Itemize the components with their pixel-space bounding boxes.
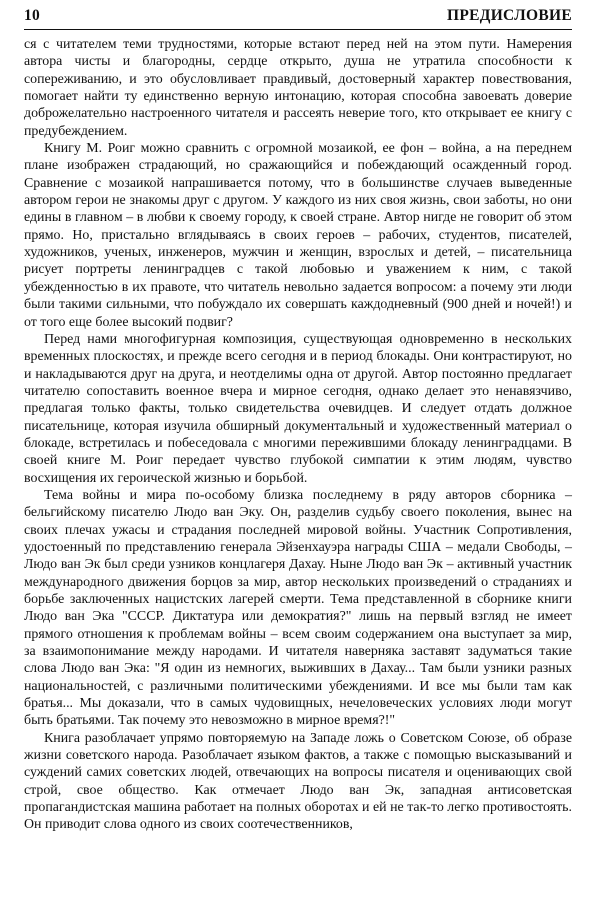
paragraph-continuation: ся с читателем теми трудностями, которые встают перед ней на этом пути. Намерения автора чисты и благородны, сердце открыто, душа не утратила способности к сопереживанию, и это обусловливает правдивый, достоверный характер повествования, помогает найти ту единственно верную интонацию, которая способна завоевать доверие доброжелательно настроенного читателя и рассеять неверие того, кто открывает ее книгу с предубеждением.: [24, 37, 572, 139]
book-page: [24, 6, 572, 834]
paragraph-composition: Перед нами многофигурная композиция, существующая одновременно в нескольких временных плоскостях, и прежде всего сегодня и в период блокады. Они контрастируют, но и накладываются друг на друга, и неотделимы одна от другой. Автор постоянно предлагает читателю сопоставить военное вчера и мирное сегодня, однако делает это ненавязчиво, предлагая только факты, только свидетельства очевидцев. И следует отдать должное писательнице, которая изучила обширный документальный и художественный материал о блокаде, встретилась и побеседовала с многими пережившими блокаду ленинградцами. В своей книге М. Роиг передает чувство глубокой симпатии к этим людям, чувство восхищения их героической жизнью и борьбой.: [24, 331, 572, 486]
body-text: [24, 36, 572, 834]
paragraph-mosaic: Книгу М. Роиг можно сравнить с огромной мозаикой, ее фон – война, а на переднем плане изображен страдающий, но сражающийся и побеждающий осажденный город. Сравнение с мозаикой напрашивается потому, что в большинстве случаев выведенные автором герои не знакомы друг с другом. У каждого из них своя жизнь, свои заботы, но они едины в главном – в любви к своему городу, к своей стране. Автор нигде не говорит об этом прямо. Но, пристально вглядываясь в своих героев – рабочих, студентов, писателей, художников, ученых, инженеров, мужчин и женщин, взрослых и детей, – писательница рисует портреты ленинградцев с такой любовью и уважением к ним, с такой убежденностью в их правоте, что читатель невольно задается вопросом: а почему эти люди были такими сильными, что побуждало их совершать каждодневный (900 дней и ночей!) и от того еще более высокий подвиг?: [24, 141, 572, 330]
page-number: 10: [24, 7, 41, 24]
section-title: ПРЕДИСЛОВИЕ: [446, 7, 572, 24]
paragraph-war-and-peace: Тема войны и мира по-особому близка последнему в ряду авторов сборника – бельгийскому писателю Людо ван Эку. Он, разделив судьбу своего поколения, вынес на своих плечах ужасы и страдания последней мировой войны. Участник Сопротивления, удостоенный по представлению генерала Эйзенхауэра награды США – медали Свободы, – Людо ван Эк был среди узников концлагеря Дахау. Ныне Людо ван Эк – активный участник международного движения борцов за мир, автор нескольких произведений о страданиях и борьбе заключенных нацистских лагерей смерти. Тема представленной в сборнике книги Людо ван Эка "СССР. Диктатура или демократия?" лишь на первый взгляд не имеет прямого отношения к проблемам войны – всем своим содержанием она выступает за мир, за взаимопонимание между народами. И читателя наверняка заставят задуматься такие слова Людо ван Эка: "Я один из немногих, выживших в Дахау... Там были узники разных национальностей, с различными политическими убеждениями. И все мы были там как братья... Мы доказали, что в самых чудовищных, нечеловеческих условиях люди могут быть братьями. Так почему это невозможно в мирное время?!": [24, 487, 572, 729]
paragraph-book-exposes: Книга разоблачает упрямо повторяемую на Западе ложь о Советском Союзе, об образе жизни советского народа. Разоблачает языком фактов, а также с помощью высказываний и суждений самих советских людей, отвечающих на вопросы писателя и оценивающих свой строй, свое общество. Как отмечает Людо ван Эк, западная антисоветская пропагандистская машина работает на полных оборотах и ей не так-то легко противостоять. Он приводит слова одного из своих соотечественников,: [24, 730, 572, 833]
running-head: [24, 6, 572, 30]
